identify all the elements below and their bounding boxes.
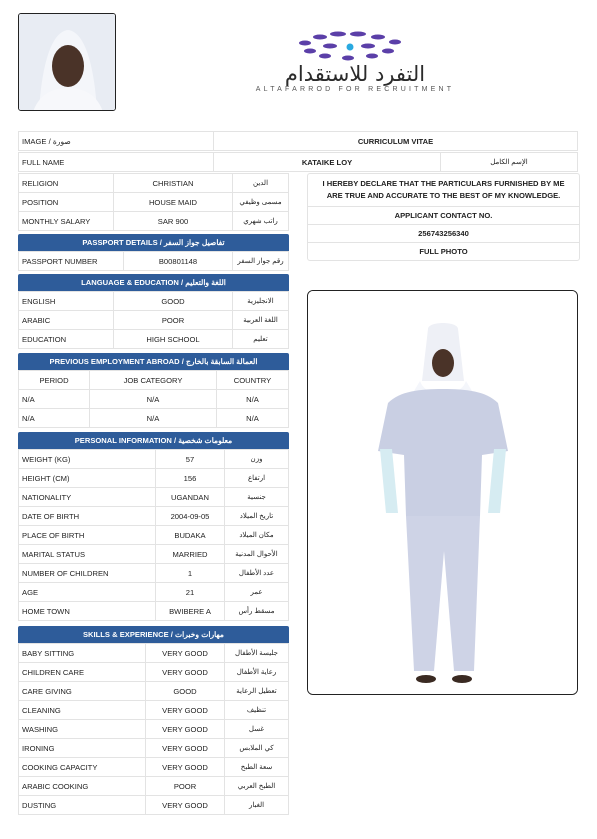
- table-row-ar: وزن: [225, 450, 289, 469]
- table-row-ar: تاريخ الميلاد: [225, 507, 289, 526]
- skill-ar: كي الملابس: [225, 739, 289, 758]
- table-row-label: HEIGHT (CM): [19, 469, 156, 488]
- position-value: HOUSE MAID: [114, 193, 233, 212]
- salary-ar: راتب شهري: [233, 212, 289, 231]
- passport-number-value: B00801148: [124, 252, 233, 271]
- table-row-label: HOME TOWN: [19, 602, 156, 621]
- salary-value: SAR 900: [114, 212, 233, 231]
- skill-ar: الطبخ العربي: [225, 777, 289, 796]
- skill-value: VERY GOOD: [146, 720, 225, 739]
- col-period: PERIOD: [19, 371, 90, 390]
- skill-label: ARABIC COOKING: [19, 777, 146, 796]
- education-ar: تعليم: [233, 330, 289, 349]
- table-row-ar: عدد الأطفال: [225, 564, 289, 583]
- table-row-ar: عمر: [225, 583, 289, 602]
- skill-label: COOKING CAPACITY: [19, 758, 146, 777]
- passport-number-ar: رقم جواز السفر: [233, 252, 289, 271]
- skill-ar: رعاية الأطفال: [225, 663, 289, 682]
- position-ar: مسمى وظيفي: [233, 193, 289, 212]
- table-row-value: MARRIED: [156, 545, 225, 564]
- table-row-value: 57: [156, 450, 225, 469]
- emp-cell: N/A: [19, 390, 90, 409]
- english-label: ENGLISH: [19, 292, 114, 311]
- emp-cell: N/A: [217, 390, 289, 409]
- skills-header: SKILLS & EXPERIENCE / مهارات وخبرات: [18, 626, 289, 643]
- logo-arabic-text: التفرد للاستقدام: [284, 62, 426, 86]
- table-row-label: MARITAL STATUS: [19, 545, 156, 564]
- col-country: COUNTRY: [217, 371, 289, 390]
- table-row-value: 2004-09-05: [156, 507, 225, 526]
- personal-header: PERSONAL INFORMATION / معلومات شخصية: [18, 432, 289, 449]
- skill-label: CHILDREN CARE: [19, 663, 146, 682]
- image-label: IMAGE / صورة: [19, 132, 214, 151]
- education-value: HIGH SCHOOL: [114, 330, 233, 349]
- language-header: LANGUAGE & EDUCATION / اللغة والتعليم: [18, 274, 289, 291]
- contact-label: APPLICANT CONTACT NO.: [308, 207, 579, 225]
- table-row-value: 156: [156, 469, 225, 488]
- arabic-label: ARABIC: [19, 311, 114, 330]
- skill-value: POOR: [146, 777, 225, 796]
- table-row-ar: مسقط رأس: [225, 602, 289, 621]
- table-row-value: 21: [156, 583, 225, 602]
- full-name-value: KATAIKE LOY: [214, 153, 441, 172]
- skills-section: [18, 626, 289, 815]
- passport-number-label: PASSPORT NUMBER: [19, 252, 124, 271]
- table-row-ar: الأحوال المدنية: [225, 545, 289, 564]
- language-section: [18, 274, 289, 349]
- skill-label: IRONING: [19, 739, 146, 758]
- employment-section: [18, 353, 289, 428]
- english-value: GOOD: [114, 292, 233, 311]
- table-row-value: BUDAKA: [156, 526, 225, 545]
- contact-value: 256743256340: [308, 225, 579, 243]
- declaration-box: [307, 173, 580, 261]
- passport-section: [18, 234, 289, 271]
- religion-ar: الدين: [233, 174, 289, 193]
- full-body-photo: [307, 290, 578, 695]
- table-row-value: 1: [156, 564, 225, 583]
- skill-value: VERY GOOD: [146, 739, 225, 758]
- full-photo-label: FULL PHOTO: [419, 247, 468, 256]
- cv-title-row: [18, 131, 578, 151]
- table-row-label: WEIGHT (KG): [19, 450, 156, 469]
- applicant-portrait-photo: [18, 13, 116, 111]
- skill-value: GOOD: [146, 682, 225, 701]
- table-row-ar: ارتفاع: [225, 469, 289, 488]
- table-row-label: DATE OF BIRTH: [19, 507, 156, 526]
- table-row-label: AGE: [19, 583, 156, 602]
- cv-title: CURRICULUM VITAE: [214, 132, 578, 151]
- logo-english-text: ALTAFARROD FOR RECRUITMENT: [255, 86, 455, 93]
- declaration-text: I HEREBY DECLARE THAT THE PARTICULARS FURNISHED BY ME ARE TRUE AND ACCURATE TO THE BEST OF MY KNOWLEDGE.: [308, 174, 579, 207]
- skill-value: VERY GOOD: [146, 663, 225, 682]
- skill-ar: الغبار: [225, 796, 289, 815]
- religion-label: RELIGION: [19, 174, 114, 193]
- skill-ar: سعة الطبخ: [225, 758, 289, 777]
- skill-label: DUSTING: [19, 796, 146, 815]
- skill-value: VERY GOOD: [146, 758, 225, 777]
- table-row-value: UGANDAN: [156, 488, 225, 507]
- skill-value: VERY GOOD: [146, 796, 225, 815]
- emp-cell: N/A: [217, 409, 289, 428]
- skill-label: CARE GIVING: [19, 682, 146, 701]
- table-row-value: BWIBERE A: [156, 602, 225, 621]
- skill-value: VERY GOOD: [146, 701, 225, 720]
- table-row-label: NATIONALITY: [19, 488, 156, 507]
- full-name-label: FULL NAME: [19, 153, 214, 172]
- position-label: POSITION: [19, 193, 114, 212]
- skill-ar: غسل: [225, 720, 289, 739]
- basic-info-table: [18, 173, 289, 231]
- emp-cell: N/A: [90, 409, 217, 428]
- table-row-label: NUMBER OF CHILDREN: [19, 564, 156, 583]
- salary-label: MONTHLY SALARY: [19, 212, 114, 231]
- skill-label: WASHING: [19, 720, 146, 739]
- education-label: EDUCATION: [19, 330, 114, 349]
- full-name-row: [18, 152, 578, 172]
- passport-header: PASSPORT DETAILS / تفاصيل جواز السفر: [18, 234, 289, 251]
- company-logo: [200, 28, 510, 98]
- skill-label: BABY SITTING: [19, 644, 146, 663]
- arabic-ar: اللغة العربية: [233, 311, 289, 330]
- table-row-ar: مكان الميلاد: [225, 526, 289, 545]
- skill-ar: جليسة الأطفال: [225, 644, 289, 663]
- english-ar: الانجليزية: [233, 292, 289, 311]
- table-row-label: PLACE OF BIRTH: [19, 526, 156, 545]
- emp-cell: N/A: [19, 409, 90, 428]
- skill-ar: تنظيف: [225, 701, 289, 720]
- skill-value: VERY GOOD: [146, 644, 225, 663]
- full-name-ar: الإسم الكامل: [441, 153, 578, 172]
- personal-section: [18, 432, 289, 621]
- religion-value: CHRISTIAN: [114, 174, 233, 193]
- emp-cell: N/A: [90, 390, 217, 409]
- employment-header: PREVIOUS EMPLOYMENT ABROAD / العمالة السابقة بالخارج: [18, 353, 289, 370]
- table-row-ar: جنسية: [225, 488, 289, 507]
- skill-label: CLEANING: [19, 701, 146, 720]
- arabic-value: POOR: [114, 311, 233, 330]
- skill-ar: تعطيل الرعاية: [225, 682, 289, 701]
- col-job-category: JOB CATEGORY: [90, 371, 217, 390]
